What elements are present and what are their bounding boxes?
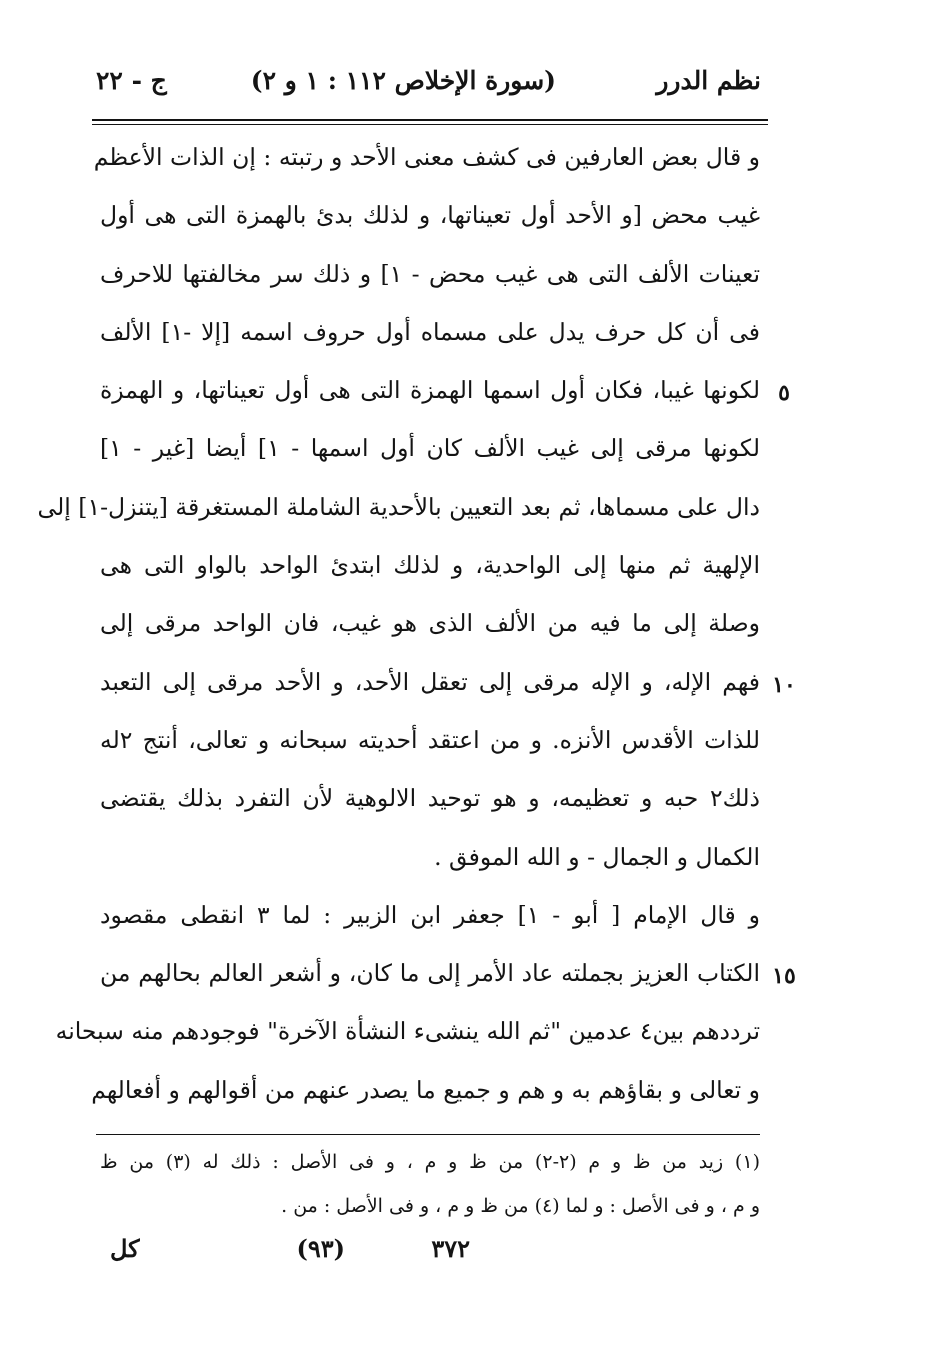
text-line: لكونها مرقى إلى غيب الألف كان أول اسمها - ١] أيضا [غير - ١]	[100, 434, 760, 463]
signature-mark: (٩٣)	[296, 1234, 345, 1263]
text-line: وصلة إلى ما فيه من الألف الذى هو غيب، فان الواحد مرقى إلى	[100, 609, 760, 638]
line-number: ١٥	[772, 963, 796, 989]
page-footer	[110, 1230, 470, 1270]
line-number: ١٠	[772, 672, 796, 698]
header-rule-thin	[92, 124, 768, 125]
text-line: دال على مسماها، ثم بعد التعيين بالأحدية الشاملة المستغرقة [يتنزل-١] إلى	[37, 492, 760, 521]
text-line: الكتاب العزيز بجملته عاد الأمر إلى ما كان، و أشعر العالم بحالهم من	[100, 959, 760, 988]
line-number: ٥	[778, 380, 790, 406]
footnote-rule	[96, 1134, 760, 1135]
text-line: و تعالى و بقاؤهم به و هم و جميع ما يصدر عنهم من أقوالهم و أفعالهم	[91, 1075, 760, 1104]
header-rule-thick	[92, 119, 768, 121]
text-line: و قال الإمام [ أبو - ١] جعفر ابن الزبير : لما ٣ انقطى مقصود	[100, 900, 760, 929]
footnotes	[100, 1140, 760, 1228]
text-line: الكمال و الجمال - و الله الموفق .	[434, 842, 760, 871]
text-line: لكونها غيبا، فكان أول اسمها الهمزة التى هى أول تعيناتها، و الهمزة	[100, 376, 760, 405]
text-line: تعينات الألف التى هى غيب محض - ١] و ذلك سر مخالفتها للاحرف	[100, 259, 760, 288]
text-line: غيب محض [و الأحد أول تعيناتها، و لذلك بدئ بالهمزة التى هى أول	[100, 201, 760, 230]
text-line: الإلهية ثم منها إلى الواحدية، و لذلك ابتدئ الواحد بالواو التى هى	[100, 551, 760, 580]
catchword: كل	[110, 1234, 140, 1263]
page-number: ٣٧٢	[431, 1234, 470, 1263]
surah-label: (سورة الإخلاص ١١٢ : ١ و ٢)	[250, 66, 556, 95]
footnote-line: و م ، و فى الأصل : و لما (٤) من ظ و م ، و فى الأصل : من .	[281, 1195, 760, 1217]
text-line: ذلك٢ حبه و تعظيمه، و هو توحيد الالوهية لأن التفرد بذلك يقتضى	[100, 784, 760, 813]
volume-label: ج - ٢٢	[96, 66, 167, 95]
footnote-line: (١) زيد من ظ و م (٢-٢) من ظ و م ، و فى الأصل : ذلك له (٣) من ظ	[100, 1151, 760, 1173]
book-title: نظم الدرر	[656, 66, 761, 95]
text-line: فهم الإله، و الإله مرقى إلى تعقل الأحد، و الأحد مرقى إلى التعبد	[100, 667, 760, 696]
text-line: ترددهم بين٤ عدمين "ثم الله ينشىء النشأة الآخرة" فوجودهم منه سبحانه	[55, 1017, 760, 1046]
running-header	[96, 62, 761, 108]
text-line: للذات الأقدس الأنزه. و من اعتقد أحديته سبحانه و تعالى، أنتج ٢له	[100, 725, 760, 754]
text-line: و قال بعض العارفين فى كشف معنى الأحد و رتبته : إن الذات الأعظم	[93, 143, 760, 171]
main-text	[37, 128, 760, 1119]
text-line: فى أن كل حرف يدل على مسماه أول حروف اسمه [إلا -١] الألف	[100, 317, 760, 346]
